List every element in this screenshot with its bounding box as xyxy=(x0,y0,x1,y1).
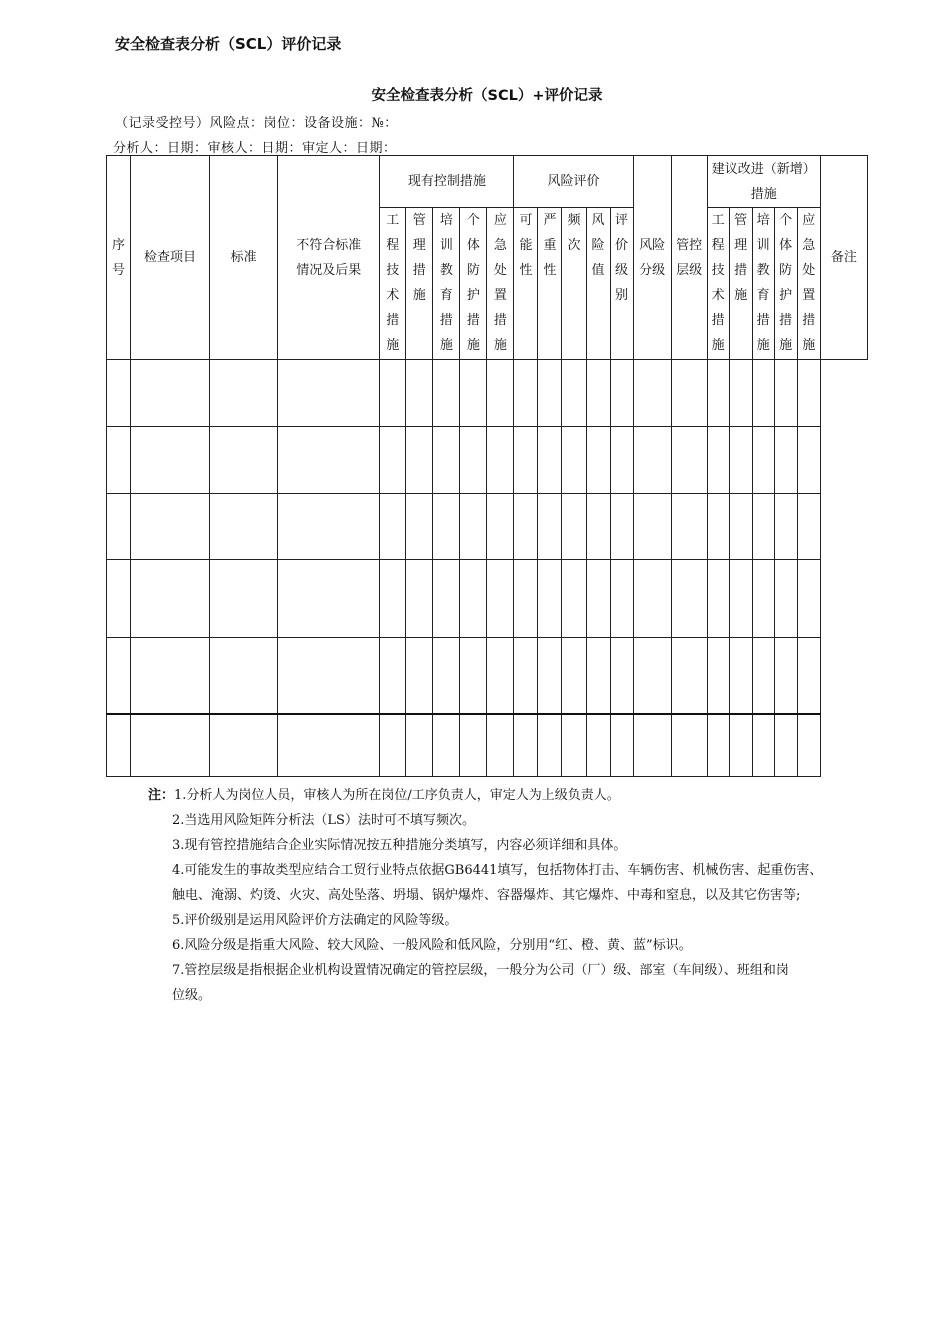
table-cell[interactable] xyxy=(707,638,729,714)
header-existing-engineering: 工程技术措施 xyxy=(380,208,406,360)
table-cell[interactable] xyxy=(406,360,433,427)
table-cell[interactable] xyxy=(562,560,586,638)
table-row xyxy=(107,714,868,777)
document-title: 安全检查表分析（SCL）评价记录 xyxy=(115,35,342,53)
table-cell[interactable] xyxy=(487,560,514,638)
table-cell[interactable] xyxy=(633,427,671,494)
table-cell[interactable] xyxy=(131,714,210,777)
table-cell[interactable] xyxy=(707,494,729,560)
table-cell[interactable] xyxy=(278,494,380,560)
table-cell[interactable] xyxy=(107,494,131,560)
table-cell[interactable] xyxy=(210,427,278,494)
header-risk-evaluation: 风险评价 xyxy=(514,156,633,208)
table-cell[interactable] xyxy=(538,638,562,714)
table-cell[interactable] xyxy=(487,494,514,560)
header-risk-value: 风险值 xyxy=(586,208,610,360)
header-likelihood: 可能性 xyxy=(514,208,538,360)
table-cell[interactable] xyxy=(707,427,729,494)
table-cell[interactable] xyxy=(633,360,671,427)
note-item: 7.管控层级是指根据企业机构设置情况确定的管控层级，一般分为公司（厂）级、部室（车间级）、班组和岗 xyxy=(172,963,789,978)
table-cell[interactable] xyxy=(487,427,514,494)
header-existing-measures: 现有控制措施 xyxy=(380,156,514,208)
header-nonconformity: 不符合标准情况及后果 xyxy=(278,156,380,360)
note-item: 5.评价级别是运用风险评价方法确定的风险等级。 xyxy=(172,913,458,928)
table-cell[interactable] xyxy=(774,714,797,777)
table-cell[interactable] xyxy=(107,360,131,427)
table-cell[interactable] xyxy=(633,560,671,638)
table-cell[interactable] xyxy=(406,638,433,714)
header-severity: 严重性 xyxy=(538,208,562,360)
page-title: 安全检查表分析（SCL）+评价记录 xyxy=(371,88,603,104)
table-row xyxy=(107,494,868,560)
table-cell[interactable] xyxy=(774,494,797,560)
table-cell[interactable] xyxy=(433,360,460,427)
table-cell[interactable] xyxy=(210,638,278,714)
table-cell[interactable] xyxy=(380,638,406,714)
table-cell[interactable] xyxy=(633,638,671,714)
table-cell[interactable] xyxy=(610,714,633,777)
table-cell[interactable] xyxy=(562,360,586,427)
header-suggest-training: 培训教育措施 xyxy=(752,208,774,360)
table-cell[interactable] xyxy=(774,560,797,638)
table-cell[interactable] xyxy=(460,427,487,494)
table-cell[interactable] xyxy=(671,427,707,494)
table-cell[interactable] xyxy=(210,494,278,560)
table-cell[interactable] xyxy=(562,638,586,714)
table-cell[interactable] xyxy=(107,638,131,714)
table-cell[interactable] xyxy=(460,560,487,638)
table-cell[interactable] xyxy=(774,360,797,427)
table-cell[interactable] xyxy=(131,360,210,427)
table-cell[interactable] xyxy=(538,714,562,777)
header-suggested-measures: 建议改进（新增）措施 xyxy=(707,156,820,208)
table-cell[interactable] xyxy=(752,427,774,494)
note-item: 位级。 xyxy=(172,988,212,1003)
table-cell[interactable] xyxy=(131,427,210,494)
note-item: 触电、淹溺、灼烫、火灾、高处坠落、坍塌、锅炉爆炸、容器爆炸、其它爆炸、中毒和窒息，以及其它伤害等; xyxy=(172,888,801,903)
table-cell[interactable] xyxy=(797,360,820,427)
table-cell[interactable] xyxy=(107,560,131,638)
table-cell[interactable] xyxy=(671,714,707,777)
table-cell[interactable] xyxy=(514,714,538,777)
header-existing-emergency: 应急处置措施 xyxy=(487,208,514,360)
table-cell[interactable] xyxy=(774,638,797,714)
note-item: 6.风险分级是指重大风险、较大风险、一般风险和低风险，分别用“红、橙、黄、蓝”标识。 xyxy=(172,938,692,953)
table-cell[interactable] xyxy=(406,714,433,777)
table-cell[interactable] xyxy=(752,714,774,777)
table-cell[interactable] xyxy=(278,427,380,494)
table-cell[interactable] xyxy=(380,427,406,494)
header-remarks: 备注 xyxy=(820,156,867,360)
table-cell[interactable] xyxy=(487,360,514,427)
table-cell[interactable] xyxy=(797,427,820,494)
table-cell[interactable] xyxy=(433,638,460,714)
table-cell[interactable] xyxy=(406,560,433,638)
table-cell[interactable] xyxy=(278,638,380,714)
table-cell[interactable] xyxy=(671,560,707,638)
table-cell[interactable] xyxy=(671,638,707,714)
table-cell[interactable] xyxy=(752,560,774,638)
table-cell[interactable] xyxy=(586,560,610,638)
table-cell[interactable] xyxy=(131,560,210,638)
table-cell[interactable] xyxy=(752,360,774,427)
table-cell[interactable] xyxy=(610,360,633,427)
table-cell[interactable] xyxy=(797,494,820,560)
table-cell[interactable] xyxy=(210,360,278,427)
table-cell[interactable] xyxy=(538,360,562,427)
table-cell[interactable] xyxy=(729,560,752,638)
table-cell[interactable] xyxy=(797,638,820,714)
table-cell[interactable] xyxy=(562,494,586,560)
table-cell[interactable] xyxy=(210,560,278,638)
table-cell[interactable] xyxy=(380,714,406,777)
table-cell[interactable] xyxy=(610,638,633,714)
table-cell[interactable] xyxy=(538,427,562,494)
note-item: 3.现有管控措施结合企业实际情况按五种措施分类填写，内容必须详细和具体。 xyxy=(172,838,627,853)
table-cell[interactable] xyxy=(586,427,610,494)
table-cell[interactable] xyxy=(729,360,752,427)
notes-section xyxy=(148,783,878,1008)
table-cell[interactable] xyxy=(131,494,210,560)
header-suggest-engineering: 工程技术措施 xyxy=(707,208,729,360)
table-row xyxy=(107,427,868,494)
table-cell[interactable] xyxy=(460,638,487,714)
table-cell[interactable] xyxy=(460,494,487,560)
table-cell[interactable] xyxy=(433,714,460,777)
header-eval-level: 评价级别 xyxy=(610,208,633,360)
table-row xyxy=(107,638,868,714)
header-frequency: 频次 xyxy=(562,208,586,360)
table-cell[interactable] xyxy=(671,494,707,560)
header-existing-management: 管理措施 xyxy=(406,208,433,360)
table-cell[interactable] xyxy=(107,714,131,777)
table-cell[interactable] xyxy=(380,560,406,638)
table-cell[interactable] xyxy=(562,714,586,777)
table-cell[interactable] xyxy=(278,560,380,638)
table-cell[interactable] xyxy=(752,494,774,560)
table-cell[interactable] xyxy=(380,494,406,560)
header-risk-grade: 风险分级 xyxy=(633,156,671,360)
table-cell[interactable] xyxy=(797,560,820,638)
table-cell[interactable] xyxy=(131,638,210,714)
table-cell[interactable] xyxy=(610,560,633,638)
header-seq: 序号 xyxy=(107,156,131,360)
table-cell[interactable] xyxy=(460,360,487,427)
scl-table xyxy=(106,155,868,777)
record-meta-line: （记录受控号）风险点：岗位：设备设施：№： xyxy=(115,116,398,131)
table-cell[interactable] xyxy=(729,638,752,714)
table-cell[interactable] xyxy=(514,494,538,560)
header-existing-training: 培训教育措施 xyxy=(433,208,460,360)
table-cell[interactable] xyxy=(633,714,671,777)
table-cell[interactable] xyxy=(610,427,633,494)
table-cell[interactable] xyxy=(586,638,610,714)
table-row xyxy=(107,560,868,638)
table-cell[interactable] xyxy=(586,714,610,777)
table-row xyxy=(107,360,868,427)
table-cell[interactable] xyxy=(433,427,460,494)
table-cell[interactable] xyxy=(671,360,707,427)
table-cell[interactable] xyxy=(633,494,671,560)
table-cell[interactable] xyxy=(487,714,514,777)
header-standard: 标准 xyxy=(210,156,278,360)
table-cell[interactable] xyxy=(586,360,610,427)
table-cell[interactable] xyxy=(538,494,562,560)
table-cell[interactable] xyxy=(433,560,460,638)
note-item: 注：1.分析人为岗位人员，审核人为所在岗位/工序负责人，审定人为上级负责人。 xyxy=(148,788,620,803)
table-cell[interactable] xyxy=(538,560,562,638)
table-cell[interactable] xyxy=(278,714,380,777)
table-cell[interactable] xyxy=(797,714,820,777)
table-cell[interactable] xyxy=(729,714,752,777)
table-cell[interactable] xyxy=(707,560,729,638)
table-cell[interactable] xyxy=(210,714,278,777)
table-cell[interactable] xyxy=(278,360,380,427)
table-cell[interactable] xyxy=(380,360,406,427)
table-body xyxy=(107,360,868,777)
header-check-item: 检查项目 xyxy=(131,156,210,360)
table-cell[interactable] xyxy=(460,714,487,777)
header-control-level: 管控层级 xyxy=(671,156,707,360)
table-cell[interactable] xyxy=(774,427,797,494)
table-cell[interactable] xyxy=(514,560,538,638)
notes-label: 注： xyxy=(148,788,175,803)
table-cell[interactable] xyxy=(514,638,538,714)
table-cell[interactable] xyxy=(514,360,538,427)
table-cell[interactable] xyxy=(107,427,131,494)
table-cell[interactable] xyxy=(433,494,460,560)
signoff-meta-line: 分析人：日期：审核人：日期：审定人：日期： xyxy=(113,141,397,156)
table-cell[interactable] xyxy=(729,494,752,560)
note-item: 2.当选用风险矩阵分析法（LS）法时可不填写频次。 xyxy=(172,813,475,828)
table-cell[interactable] xyxy=(487,638,514,714)
table-cell[interactable] xyxy=(752,638,774,714)
table-cell[interactable] xyxy=(406,427,433,494)
header-existing-ppe: 个体防护措施 xyxy=(460,208,487,360)
table-cell[interactable] xyxy=(610,494,633,560)
table-cell[interactable] xyxy=(562,427,586,494)
table-cell[interactable] xyxy=(729,427,752,494)
header-suggest-emergency: 应急处置措施 xyxy=(797,208,820,360)
table-cell[interactable] xyxy=(406,494,433,560)
table-cell[interactable] xyxy=(707,360,729,427)
table-cell[interactable] xyxy=(514,427,538,494)
header-suggest-ppe: 个体防护措施 xyxy=(774,208,797,360)
header-suggest-management: 管理措施 xyxy=(729,208,752,360)
table-cell[interactable] xyxy=(586,494,610,560)
table-cell[interactable] xyxy=(707,714,729,777)
note-item: 4.可能发生的事故类型应结合工贸行业特点依据GB6441填写，包括物体打击、车辆伤害、机械伤害、起重伤害、 xyxy=(172,863,823,878)
